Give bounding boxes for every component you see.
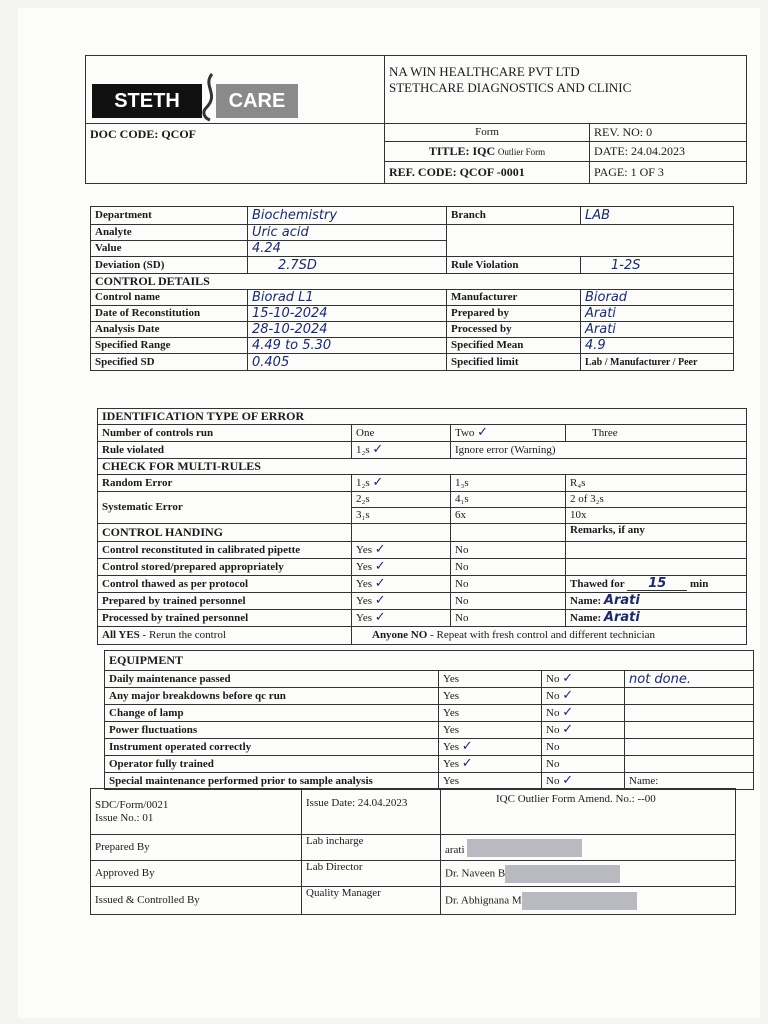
equipment-no: No — [542, 756, 625, 773]
specified-range-value: 4.49 to 5.30 — [248, 338, 447, 354]
equipment-no: No ✓ — [542, 688, 625, 705]
control-name-label: Control name — [91, 290, 248, 306]
specified-range-label: Specified Range — [91, 338, 248, 354]
amend-info: IQC Outlier Form Amend. No.: --00 — [441, 789, 736, 835]
handling-yes: Yes ✓ — [352, 542, 451, 559]
specified-limit-value: Lab / Manufacturer / Peer — [581, 354, 734, 371]
issued-signature: Dr. Abhignana M — [441, 887, 736, 915]
company-name: NA WIN HEALTHCARE PVT LTD — [389, 64, 580, 79]
signature-image — [467, 839, 582, 857]
num-controls-label: Number of controls run — [98, 425, 352, 442]
check-icon: ✓ — [562, 722, 574, 737]
blank-cell — [625, 756, 754, 773]
handling-no: No — [451, 593, 566, 610]
remarks-label: Remarks, if any — [566, 524, 747, 542]
blank-cell — [566, 542, 747, 559]
analyte-value: Uric acid — [248, 225, 447, 241]
check-icon: ✓ — [562, 671, 574, 686]
equipment-yes: Yes — [439, 722, 542, 739]
check-icon: ✓ — [562, 773, 574, 788]
check-icon: ✓ — [374, 593, 386, 608]
equipment-yes: Yes — [439, 671, 542, 688]
lab-incharge: Lab incharge — [302, 835, 441, 861]
handling-yes: Yes ✓ — [352, 559, 451, 576]
equipment-label: Power fluctuations — [105, 722, 439, 739]
page-number: PAGE: 1 OF 3 — [590, 162, 747, 184]
blank-cell — [352, 524, 451, 542]
equipment-yes: Yes — [439, 688, 542, 705]
rev-no: REV. NO: 0 — [590, 124, 747, 142]
blank-cell — [625, 688, 754, 705]
branch-value: LAB — [581, 207, 734, 225]
check-icon: ✓ — [461, 739, 473, 754]
equipment-label: Change of lamp — [105, 705, 439, 722]
quality-manager: Quality Manager — [302, 887, 441, 915]
equipment-table — [104, 650, 754, 790]
option-one: One — [352, 425, 451, 442]
systematic-error-label: Systematic Error — [98, 492, 352, 524]
check-icon: ✓ — [562, 705, 574, 720]
equipment-yes: Yes — [439, 705, 542, 722]
handling-label: Prepared by trained personnel — [98, 593, 352, 610]
rule-41s: 4₁s — [451, 492, 566, 508]
random-error-label: Random Error — [98, 475, 352, 492]
form-info — [91, 789, 302, 835]
deviation-value: 2.7SD — [248, 257, 447, 274]
logo-text-left: STETH — [92, 84, 202, 118]
handling-yes: Yes ✓ — [352, 576, 451, 593]
check-icon: ✓ — [374, 559, 386, 574]
check-icon: ✓ — [374, 576, 386, 591]
manufacturer-label: Manufacturer — [447, 290, 581, 306]
clinic-name: STETHCARE DIAGNOSTICS AND CLINIC — [389, 80, 632, 95]
analyte-label: Analyte — [91, 225, 248, 241]
handling-no: No — [451, 610, 566, 627]
issued-by-label: Issued & Controlled By — [91, 887, 302, 915]
rule-violation-label: Rule Violation — [447, 257, 581, 274]
rule-22s: 2₂s — [352, 492, 451, 508]
approved-signature: Dr. Naveen B — [441, 861, 736, 887]
ref-code: REF. CODE: QCOF -0001 — [385, 162, 590, 184]
ignore-error: Ignore error (Warning) — [451, 442, 747, 459]
prepared-by-value: Arati — [581, 306, 734, 322]
specified-sd-label: Specified SD — [91, 354, 248, 371]
prepared-name: Name: Arati — [566, 593, 747, 610]
branch-label: Branch — [447, 207, 581, 225]
reconstitution-value: 15-10-2024 — [248, 306, 447, 322]
issue-number: Issue No.: 01 — [95, 811, 154, 824]
specified-mean-value: 4.9 — [581, 338, 734, 354]
error-heading: IDENTIFICATION TYPE OF ERROR — [98, 409, 747, 425]
blank-cell — [447, 225, 734, 257]
value-value: 4.24 — [248, 241, 447, 257]
company-cell — [385, 56, 747, 124]
anyone-no-note: Anyone NO - Repeat with fresh control and different technician — [352, 627, 747, 645]
blank-cell — [625, 705, 754, 722]
processed-by-value: Arati — [581, 322, 734, 338]
form-title: TITLE: IQC Outlier Form — [385, 142, 590, 162]
check-icon: ✓ — [374, 542, 386, 557]
equipment-no: No ✓ — [542, 671, 625, 688]
handling-yes: Yes ✓ — [352, 610, 451, 627]
issue-date: Issue Date: 24.04.2023 — [302, 789, 441, 835]
department-label: Department — [91, 207, 248, 225]
prepared-by-label: Prepared By — [91, 835, 302, 861]
equipment-label: Any major breakdowns before qc run — [105, 688, 439, 705]
option-two: Two ✓ — [451, 425, 566, 442]
doc-date: DATE: 24.04.2023 — [590, 142, 747, 162]
thawed-for: Thawed for 15 min — [566, 576, 747, 593]
check-icon: ✓ — [374, 610, 386, 625]
specified-sd-value: 0.405 — [248, 354, 447, 371]
equipment-name: Name: — [625, 773, 754, 790]
analysis-date-label: Analysis Date — [91, 322, 248, 338]
check-icon: ✓ — [477, 425, 489, 440]
equipment-yes: Yes — [439, 773, 542, 790]
processed-by-label: Processed by — [447, 322, 581, 338]
handling-label: Control stored/prepared appropriately — [98, 559, 352, 576]
stethcare-logo — [92, 84, 298, 118]
equipment-label: Daily maintenance passed — [105, 671, 439, 688]
control-details-heading: CONTROL DETAILS — [91, 274, 734, 290]
details-table — [90, 206, 734, 371]
check-icon: ✓ — [372, 442, 384, 457]
all-yes-note: All YES - Rerun the control — [98, 627, 352, 645]
rule-31s: 3₁s — [352, 508, 451, 524]
handling-no: No — [451, 559, 566, 576]
form-number: SDC/Form/0021 — [95, 798, 169, 811]
handling-label: Processed by trained personnel — [98, 610, 352, 627]
equipment-label: Operator fully trained — [105, 756, 439, 773]
blank-cell — [566, 559, 747, 576]
rule-12s: 1₂s ✓ — [352, 442, 451, 459]
analysis-date-value: 28-10-2024 — [248, 322, 447, 338]
doc-code: DOC CODE: QCOF — [86, 124, 385, 184]
handling-label: Control reconstituted in calibrated pipette — [98, 542, 352, 559]
equipment-no: No — [542, 739, 625, 756]
reconstitution-label: Date of Reconstitution — [91, 306, 248, 322]
handling-no: No — [451, 542, 566, 559]
lab-director: Lab Director — [302, 861, 441, 887]
value-label: Value — [91, 241, 248, 257]
approved-by-label: Approved By — [91, 861, 302, 887]
equipment-label: Special maintenance performed prior to sample analysis — [105, 773, 439, 790]
signature-image — [522, 892, 637, 910]
specified-limit-label: Specified limit — [447, 354, 581, 371]
multi-rules-heading: CHECK FOR MULTI-RULES — [98, 459, 747, 475]
equipment-label: Instrument operated correctly — [105, 739, 439, 756]
equipment-no: No ✓ — [542, 722, 625, 739]
processed-name: Name: Arati — [566, 610, 747, 627]
stethoscope-icon — [200, 72, 222, 122]
blank-cell — [625, 739, 754, 756]
check-icon: ✓ — [461, 756, 473, 771]
equipment-heading: EQUIPMENT — [105, 651, 754, 671]
form-label: Form — [385, 124, 590, 142]
equipment-yes: Yes ✓ — [439, 756, 542, 773]
prepared-signature: arati — [441, 835, 736, 861]
check-icon: ✓ — [562, 688, 574, 703]
rule-violation-value: 1-2S — [581, 257, 734, 274]
rule-2of3: 2 of 3₂s — [566, 492, 747, 508]
option-three: Three — [566, 425, 747, 442]
blank-cell — [451, 524, 566, 542]
department-value: Biochemistry — [248, 207, 447, 225]
prepared-by-label: Prepared by — [447, 306, 581, 322]
control-name-value: Biorad L1 — [248, 290, 447, 306]
signature-image — [505, 865, 620, 883]
manufacturer-value: Biorad — [581, 290, 734, 306]
equipment-remark: not done. — [625, 671, 754, 688]
equipment-no: No ✓ — [542, 705, 625, 722]
logo-text-right: CARE — [216, 84, 298, 118]
rule-violated-label: Rule violated — [98, 442, 352, 459]
deviation-label: Deviation (SD) — [91, 257, 248, 274]
footer-table — [90, 788, 736, 915]
equipment-yes: Yes ✓ — [439, 739, 542, 756]
rule-13s: 1₃s — [451, 475, 566, 492]
equipment-no: No ✓ — [542, 773, 625, 790]
header-table — [85, 55, 747, 184]
rule-12s-random: 1₂s ✓ — [352, 475, 451, 492]
specified-mean-label: Specified Mean — [447, 338, 581, 354]
rule-6x: 6x — [451, 508, 566, 524]
error-table — [97, 408, 747, 645]
handling-yes: Yes ✓ — [352, 593, 451, 610]
rule-10x: 10x — [566, 508, 747, 524]
handling-no: No — [451, 576, 566, 593]
handling-label: Control thawed as per protocol — [98, 576, 352, 593]
check-icon: ✓ — [372, 475, 384, 490]
control-handling-heading: CONTROL HANDING — [98, 524, 352, 542]
blank-cell — [625, 722, 754, 739]
rule-r4s: R₄s — [566, 475, 747, 492]
